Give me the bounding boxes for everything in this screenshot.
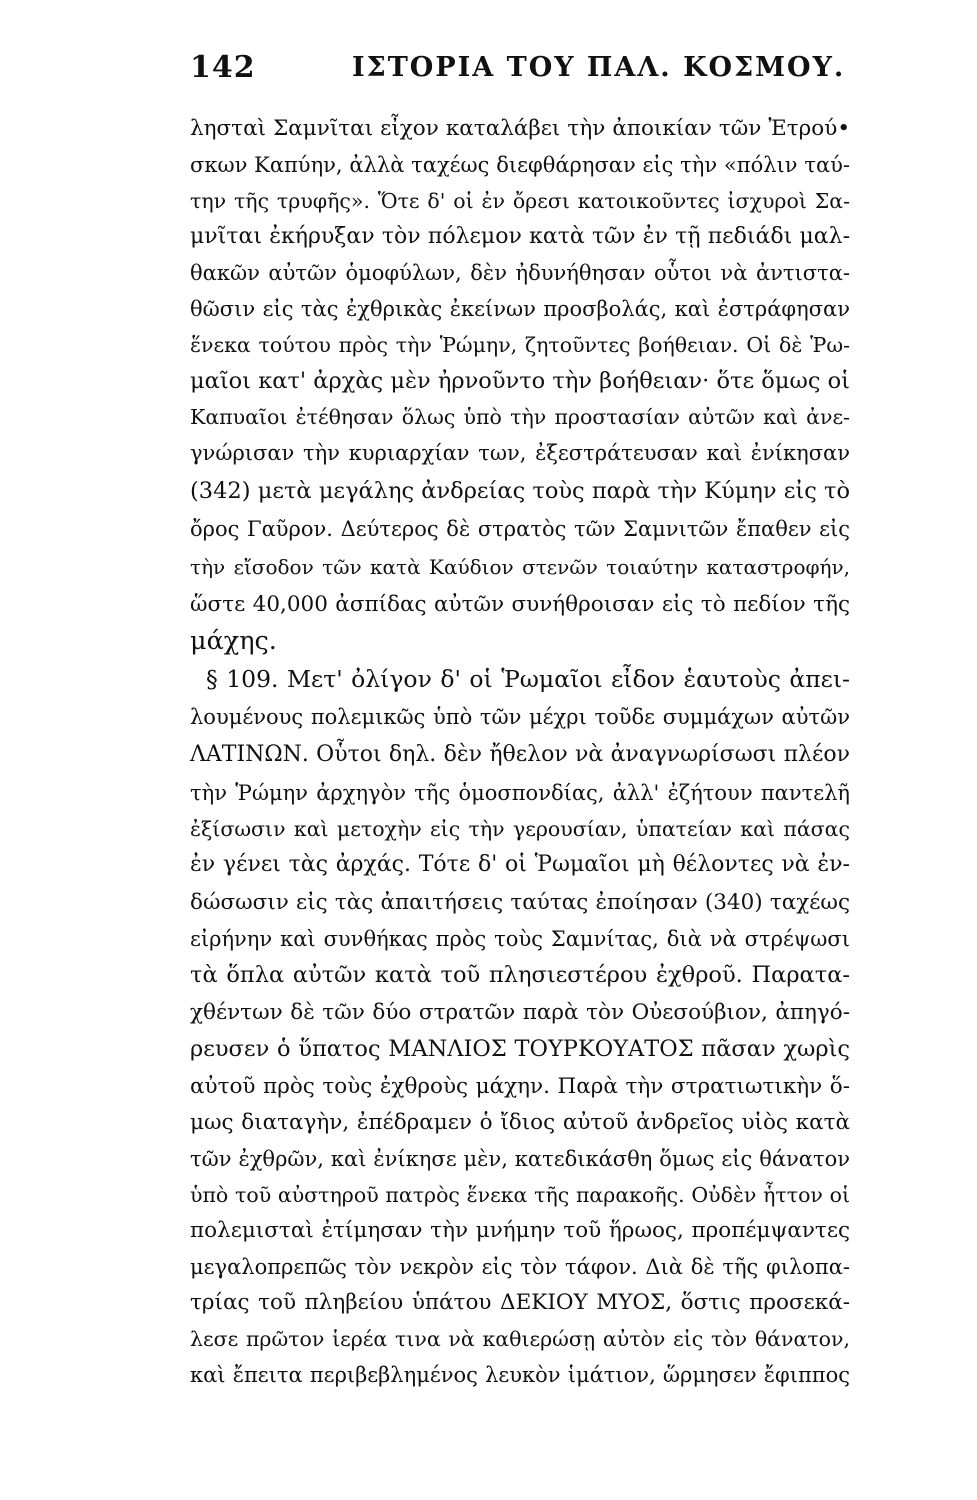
text-line: τὴν εἴσοδον τῶν κατὰ Καύδιον στενῶν τοιαύτην καταστροφήν, [190,555,850,579]
text-line: αὐτοῦ πρὸς τοὺς ἐχθροὺς μάχην. Παρὰ τὴν στρατιωτικὴν ὅ- [190,1074,850,1099]
text-line: ὑπὸ τοῦ αὐστηροῦ πατρὸς ἕνεκα τῆς παρακοῆς. Οὐδὲν ἧττον οἱ [190,1183,850,1207]
text-line: θακῶν αὐτῶν ὁμοφύλων, δὲν ἠδυνήθησαν οὗτοι νὰ ἀντιστα- [190,261,850,285]
text-line: τὴν Ῥώμην ἀρχηγὸν τῆς ὁμοσπονδίας, ἀλλ' ἐζήτουν παντελῆ [190,781,850,805]
text-line: θῶσιν εἰς τὰς ἐχθρικὰς ἐκείνων προσβολάς, καὶ ἐστράφησαν [190,297,850,321]
text-line: γνώρισαν τὴν κυριαρχίαν των, ἐξεστράτευσαν καὶ ἐνίκησαν [190,441,850,465]
text-line: (342) μετὰ μεγάλης ἀνδρείας τοὺς παρὰ τὴν Κύμην εἰς τὸ [190,478,850,504]
text-line: ἐν γένει τὰς ἀρχάς. Τότε δ' οἱ Ῥωμαῖοι μὴ θέλοντες νὰ ἐν- [190,852,850,877]
running-title: ΙΣΤΟΡΙΑ ΤΟΥ ΠΑΛ. ΚΟΣΜΟΥ. [352,52,846,83]
text-line: ἐξίσωσιν καὶ μετοχὴν εἰς τὴν γερουσίαν, ὑπατείαν καὶ πάσας [190,817,850,841]
text-line: λουμένους πολεμικῶς ὑπὸ τῶν μέχρι τοῦδε συμμάχων αὐτῶν [190,705,850,729]
section-heading-line: § 109. Μετ' ὀλίγον δ' οἱ Ῥωμαῖοι εἶδον ἑαυτοὺς ἀπει- [206,665,850,693]
text-line: ρευσεν ὁ ὕπατος ΜΑΝΛΙΟΣ ΤΟΥΡΚΟΥΑΤΟΣ πᾶσαν χωρὶς [190,1036,850,1062]
text-line: την τῆς τρυφῆς». Ὅτε δ' οἱ ἐν ὄρεσι κατοικοῦντες ἰσχυροὶ Σα- [190,189,850,213]
text-line: λησταὶ Σαμνῖται εἶχον καταλάβει τὴν ἀποικίαν τῶν Ἐτρού• [190,116,850,141]
text-line: μάχης. [190,626,277,656]
text-line: τὰ ὅπλα αὐτῶν κατὰ τοῦ πλησιεστέρου ἐχθροῦ. Παρατα- [190,962,850,988]
text-line: μνῖται ἐκήρυξαν τὸν πόλεμον κατὰ τῶν ἐν τῇ πεδιάδι μαλ- [190,224,850,249]
text-line: τρίας τοῦ πληβείου ὑπάτου ΔΕΚΙΟΥ ΜΥΟΣ, ὅστις προσεκά- [190,1290,850,1315]
text-line: λεσε πρῶτον ἱερέα τινα νὰ καθιερώσῃ αὐτὸν εἰς τὸν θάνατον, [190,1327,850,1351]
text-line: καὶ ἔπειτα περιβεβλημένος λευκὸν ἱμάτιον, ὥρμησεν ἔφιππος [190,1363,850,1387]
text-line: ὄρος Γαῦρον. Δεύτερος δὲ στρατὸς τῶν Σαμνιτῶν ἔπαθεν εἰς [190,517,850,541]
text-line: Καπυαῖοι ἐτέθησαν ὅλως ὑπὸ τὴν προστασίαν αὐτῶν καὶ ἀνε- [190,405,850,429]
page-number: 142 [190,50,256,85]
text-line: δώσωσιν εἰς τὰς ἀπαιτήσεις ταύτας ἐποίησαν (340) ταχέως [190,890,850,915]
text-line: χθέντων δὲ τῶν δύο στρατῶν παρὰ τὸν Οὐεσούβιον, ἀπηγό- [190,1000,850,1025]
text-line: μαῖοι κατ' ἀρχὰς μὲν ἠρνοῦντο τὴν βοήθειαν· ὅτε ὅμως οἱ [190,368,850,394]
text-line: τῶν ἐχθρῶν, καὶ ἐνίκησε μὲν, κατεδικάσθη ὅμως εἰς θάνατον [190,1147,850,1171]
text-line: ἕνεκα τούτου πρὸς τὴν Ῥώμην, ζητοῦντες βοήθειαν. Οἱ δὲ Ῥω- [190,333,850,357]
text-line: ὥστε 40,000 ἀσπίδας αὐτῶν συνήθροισαν εἰς τὸ πεδίον τῆς [190,592,850,617]
text-line: ΛΑΤΙΝΩΝ. Οὗτοι δηλ. δὲν ἤθελον νὰ ἀναγνωρίσωσι πλέον [190,742,850,767]
text-line: μεγαλοπρεπῶς τὸν νεκρὸν εἰς τὸν τάφον. Διὰ δὲ τῆς φιλοπα- [190,1255,850,1279]
text-line: σκων Καπύην, ἀλλὰ ταχέως διεφθάρησαν εἰς τὴν «πόλιν ταύ- [190,153,850,177]
text-line: πολεμισταὶ ἐτίμησαν τὴν μνήμην τοῦ ἥρωος, προπέμψαντες [190,1218,850,1243]
text-line: μως διαταγὴν, ἐπέδραμεν ὁ ἴδιος αὐτοῦ ἀνδρεῖος υἱὸς κατὰ [190,1110,850,1135]
text-line: εἰρήνην καὶ συνθήκας πρὸς τοὺς Σαμνίτας, διὰ νὰ στρέψωσι [190,927,850,951]
